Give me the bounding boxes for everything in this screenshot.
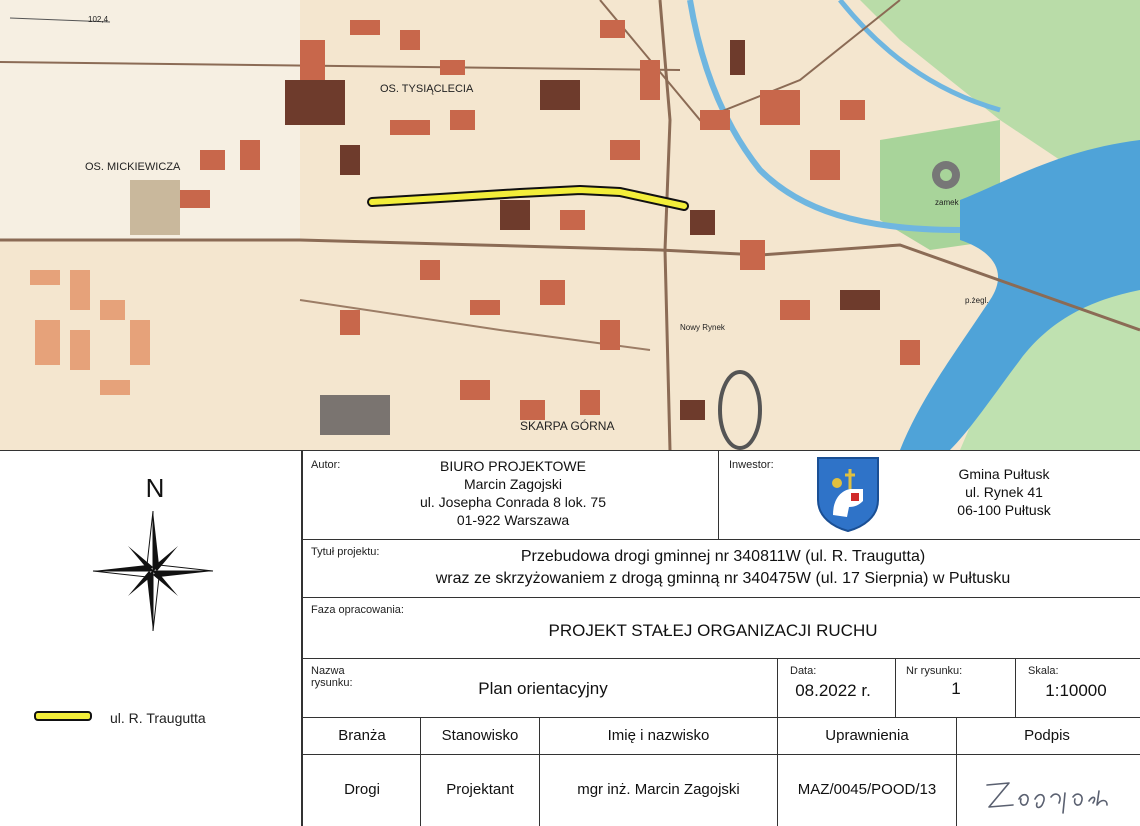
date-cell <box>777 658 896 718</box>
investor-block <box>929 465 1079 519</box>
th-uprawnienia-text: Uprawnienia <box>825 727 909 744</box>
th-stanowisko-text: Stanowisko <box>441 727 519 744</box>
project-title-line-2: wraz ze skrzyżowaniem z drogą gminną nr 340475W (ul. 17 Sierpnia) w Pułtusku <box>435 570 1011 587</box>
investor-cell <box>718 450 1140 540</box>
map-label-nowy-rynek: Nowy Rynek <box>680 323 725 332</box>
td-uprawnienia <box>777 754 957 826</box>
td-stanowisko <box>420 754 540 826</box>
scale-label: Skala: <box>1028 665 1059 677</box>
td-branza-text: Drogi <box>344 781 380 798</box>
drawing-name-label-2: rysunku: <box>311 677 353 689</box>
map-market-area <box>130 180 180 235</box>
project-title-line-1: Przebudowa drogi gminnej nr 340811W (ul. R. Traugutta) <box>520 548 926 565</box>
th-imie-nazwisko-text: Imię i nazwisko <box>607 727 710 744</box>
investor-line-2: ul. Rynek 41 <box>965 484 1043 500</box>
investor-line-3: 06-100 Pułtusk <box>957 502 1051 518</box>
drawing-name: Plan orientacyjny <box>478 679 608 698</box>
map-industrial <box>320 395 390 435</box>
author-label: Autor: <box>311 459 341 471</box>
author-block <box>363 457 663 529</box>
td-uprawnienia-text: MAZ/0045/POOD/13 <box>797 781 937 798</box>
map-castle-court <box>940 169 952 181</box>
author-line-3: ul. Josepha Conrada 8 lok. 75 <box>419 494 606 510</box>
investor-line-1: Gmina Pułtusk <box>958 466 1050 482</box>
map-label-zamek: zamek <box>935 198 959 207</box>
map-label-pzegl: p.żegl. <box>965 296 989 305</box>
coat-of-arms-icon <box>815 455 881 533</box>
date-label: Data: <box>790 665 817 677</box>
north-letter: N <box>145 473 165 503</box>
th-podpis <box>956 717 1140 755</box>
project-title <box>323 546 1123 590</box>
td-stanowisko-text: Projektant <box>446 781 514 798</box>
author-line-1: BIURO PROJEKTOWE <box>440 458 586 474</box>
author-line-2: Marcin Zagojski <box>463 476 563 492</box>
th-stanowisko <box>420 717 540 755</box>
td-imie-nazwisko-text: mgr inż. Marcin Zagojski <box>577 781 740 798</box>
author-cell <box>302 450 719 540</box>
north-legend-panel <box>0 450 302 826</box>
drawing-number-cell <box>895 658 1016 718</box>
date-value: 08.2022 r. <box>795 681 871 700</box>
drawing-number: 1 <box>951 679 961 698</box>
phase-value: PROJEKT STAŁEJ ORGANIZACJI RUCHU <box>548 621 878 640</box>
signature-icon <box>979 769 1124 815</box>
phase-label: Faza opracowania: <box>311 604 404 616</box>
project-title-cell <box>302 539 1140 598</box>
th-branza-text: Branża <box>338 727 386 744</box>
map-label-skarpa: SKARPA GÓRNA <box>520 419 615 433</box>
legend-swatch <box>34 711 92 721</box>
th-imie-nazwisko <box>539 717 778 755</box>
scale-cell <box>1015 658 1140 718</box>
author-line-4: 01-922 Warszawa <box>456 512 570 528</box>
drawing-name-cell <box>302 658 778 718</box>
phase-cell <box>302 597 1140 659</box>
title-block <box>0 450 1140 826</box>
map-label-mickiewicza: OS. MICKIEWICZA <box>85 161 181 173</box>
th-podpis-text: Podpis <box>1024 727 1070 744</box>
legend-label: ul. R. Traugutta <box>110 710 206 726</box>
drawing-number-label: Nr rysunku: <box>906 665 963 677</box>
td-podpis <box>956 754 1140 826</box>
td-imie-nazwisko <box>539 754 778 826</box>
map-label-tysiaclecia: OS. TYSIĄCLECIA <box>380 83 474 95</box>
map-label-height: 102,4 <box>88 15 109 24</box>
scale-value: 1:10000 <box>1045 681 1107 700</box>
investor-label: Inwestor: <box>729 459 774 471</box>
compass-rose-icon <box>88 506 218 636</box>
project-label: Tytuł projektu: <box>311 546 380 558</box>
th-branza <box>302 717 421 755</box>
td-branza <box>302 754 421 826</box>
th-uprawnienia <box>777 717 957 755</box>
drawing-name-label-1: Nazwa <box>311 665 345 677</box>
